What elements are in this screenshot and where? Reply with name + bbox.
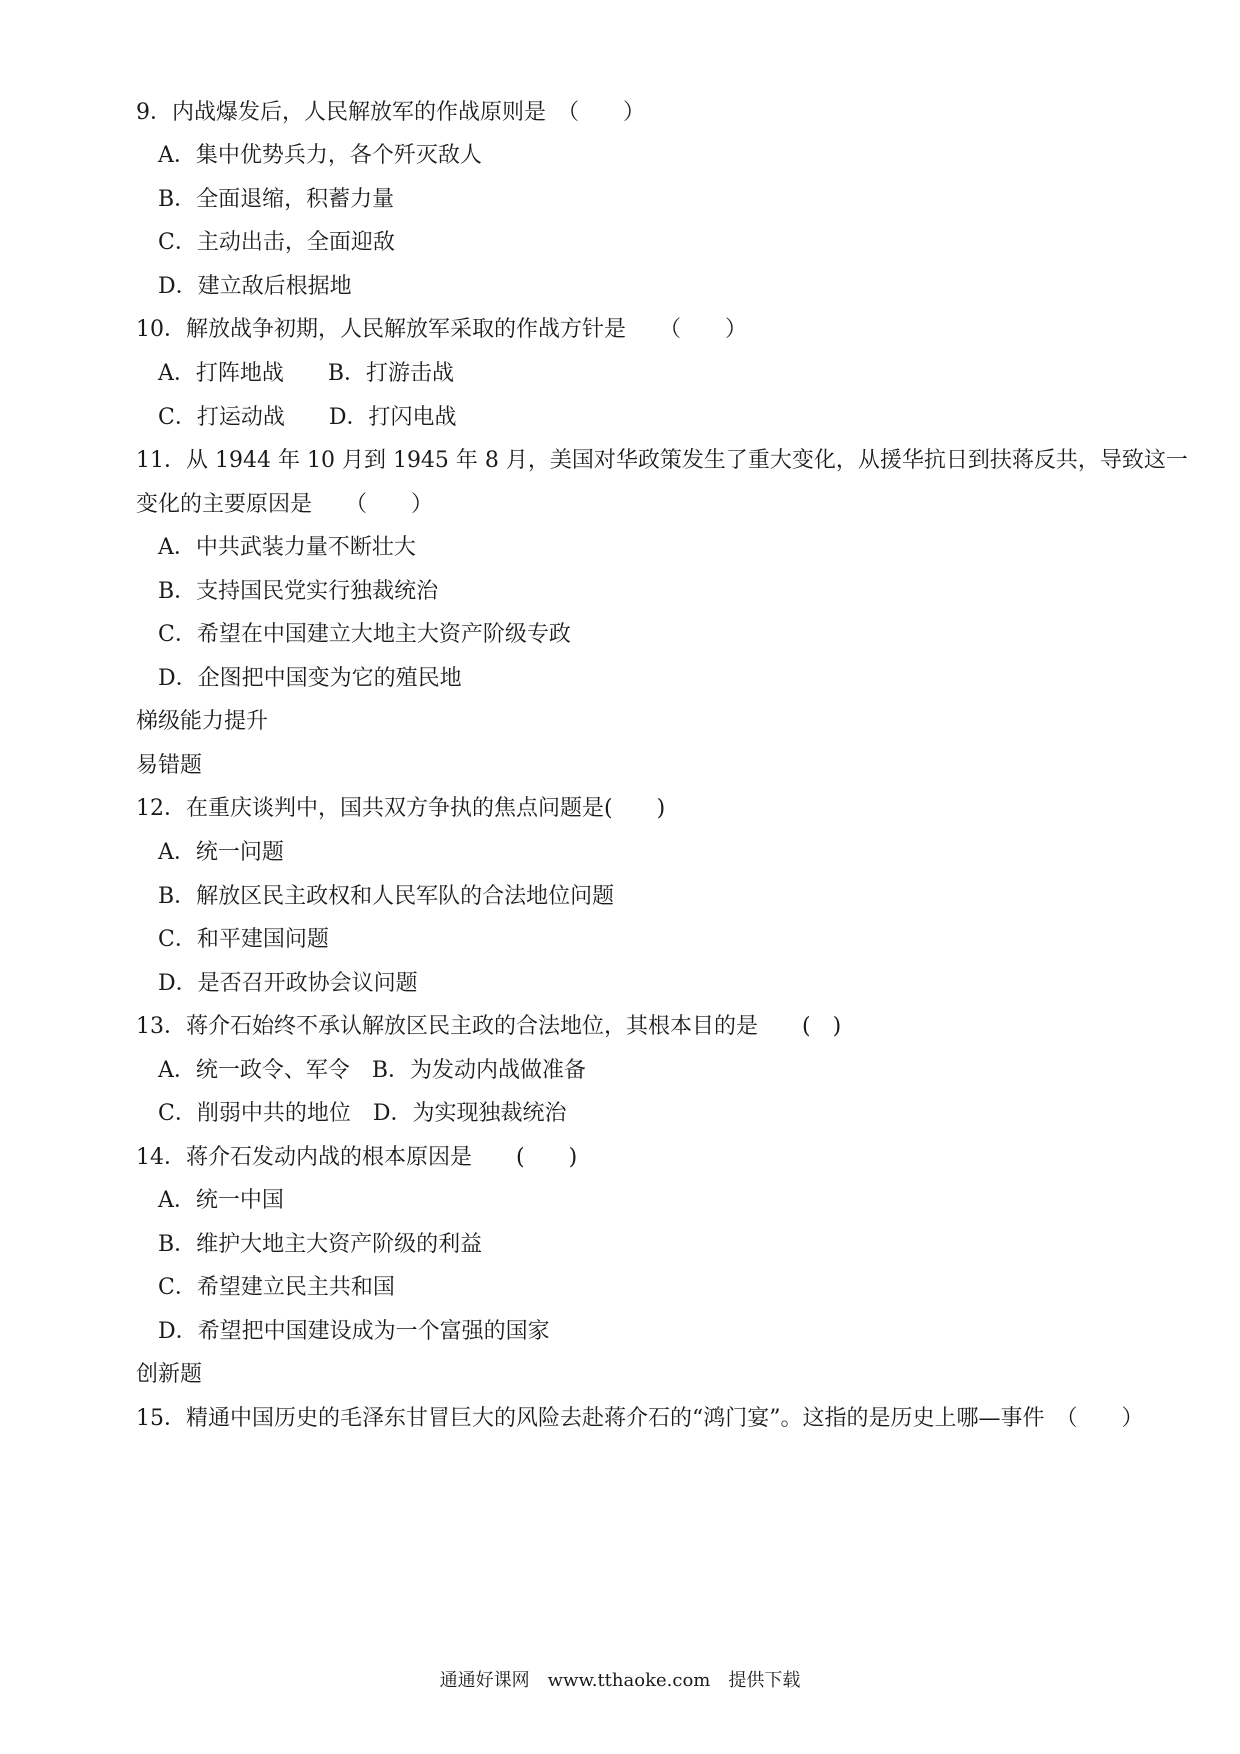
question-12-option-b: B．解放区民主政权和人民军队的合法地位问题 (158, 884, 615, 909)
question-12-option-d: D．是否召开政协会议问题 (158, 971, 418, 996)
question-13-options-cd: C．削弱中共的地位 D．为实现独裁统治 (158, 1101, 567, 1126)
question-9-option-d: D．建立敌后根据地 (158, 274, 352, 299)
section-heading-innovation: 创新题 (136, 1362, 203, 1387)
question-10: 10．解放战争初期，人民解放军采取的作战方针是 （ ） (136, 317, 747, 342)
question-15: 15．精通中国历史的毛泽东甘冒巨大的风险去赴蒋介石的“鸿门宴”。这指的是历史上哪—事件 （ ） (136, 1406, 1144, 1431)
question-11-option-c: C．希望在中国建立大地主大资产阶级专政 (158, 622, 571, 647)
question-11-continued: 变化的主要原因是 （ ） (136, 492, 434, 517)
question-14-option-c: C．希望建立民主共和国 (158, 1275, 395, 1300)
question-10-options-ab: A．打阵地战 B．打游击战 (158, 361, 455, 386)
question-14-option-a: A．统一中国 (158, 1188, 284, 1213)
question-12: 12．在重庆谈判中，国共双方争执的焦点问题是( ) (136, 796, 666, 821)
question-11-option-a: A．中共武装力量不断壮大 (158, 535, 416, 560)
question-12-option-a: A．统一问题 (158, 840, 284, 865)
page-footer: 通通好课网 www.tthaoke.com 提供下载 (439, 1670, 801, 1691)
question-9-option-b: B．全面退缩，积蓄力量 (158, 187, 395, 212)
question-9: 9．内战爆发后，人民解放军的作战原则是 （ ） (136, 100, 645, 125)
question-13: 13．蒋介石始终不承认解放区民主政的合法地位，其根本目的是 ( ) (136, 1014, 842, 1039)
section-heading-error-prone: 易错题 (136, 753, 203, 778)
question-11-option-b: B．支持国民党实行独裁统治 (158, 579, 439, 604)
question-13-options-ab: A．统一政令、军令 B．为发动内战做准备 (158, 1058, 587, 1083)
question-14-option-b: B．维护大地主大资产阶级的利益 (158, 1232, 483, 1257)
question-14-option-d: D．希望把中国建设成为一个富强的国家 (158, 1319, 550, 1344)
question-12-option-c: C．和平建国问题 (158, 927, 329, 952)
question-11: 11．从 1944 年 10 月到 1945 年 8 月，美国对华政策发生了重大变化，从援华抗日到扶蒋反共，导致这一 (136, 448, 1188, 473)
question-11-option-d: D．企图把中国变为它的殖民地 (158, 666, 462, 691)
question-9-option-c: C．主动出击，全面迎敌 (158, 230, 395, 255)
question-9-option-a: A．集中优势兵力，各个歼灭敌人 (158, 143, 482, 168)
section-heading-ability: 梯级能力提升 (136, 709, 269, 734)
question-14: 14．蒋介石发动内战的根本原因是 ( ) (136, 1145, 578, 1170)
question-10-options-cd: C．打运动战 D．打闪电战 (158, 405, 457, 430)
